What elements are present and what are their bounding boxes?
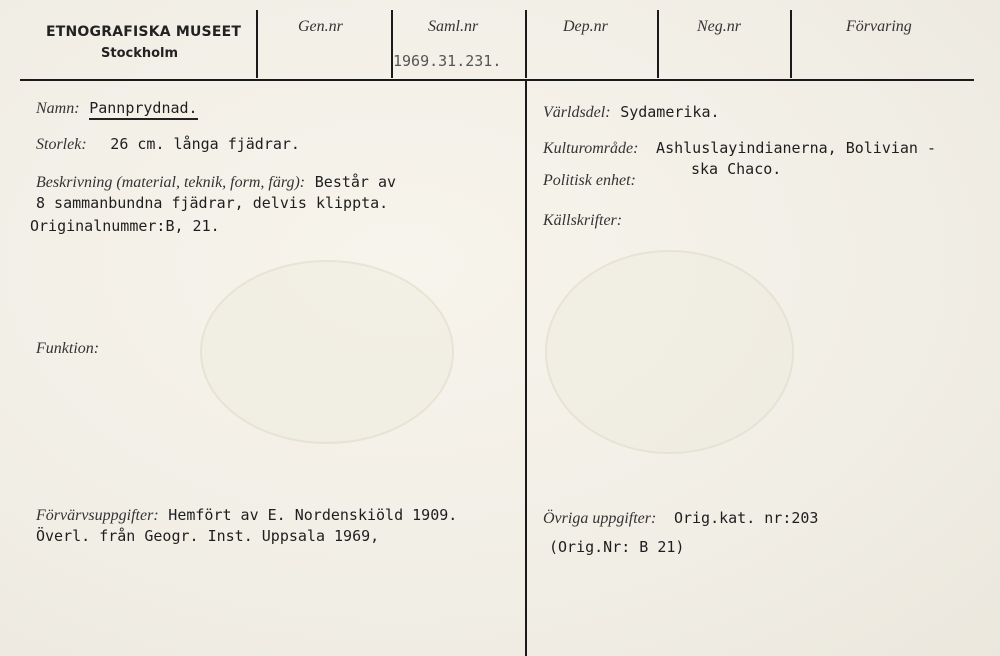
beskrivning-line-2: 8 sammanbundna fjädrar, delvis klippta. — [36, 194, 389, 212]
beskrivning-row — [36, 172, 396, 192]
namn-row — [36, 98, 198, 118]
kulturomrade-row — [543, 138, 936, 158]
kulturomrade-line-1: Ashluslayindianerna, Bolivian - — [656, 139, 937, 157]
divider — [657, 10, 659, 78]
beskrivning-line-3: Originalnummer:B, 21. — [30, 217, 220, 235]
center-divider — [525, 80, 527, 656]
divider — [790, 10, 792, 78]
storlek-value: 26 cm. långa fjädrar. — [110, 135, 300, 153]
divider — [525, 10, 527, 78]
forvarv-line-1: Hemfört av E. Nordenskiöld 1909. — [168, 506, 458, 524]
varldsdel-row — [543, 102, 720, 122]
divider — [256, 10, 258, 78]
beskrivning-line-1: Består av — [314, 173, 397, 191]
ovriga-line-2: (Orig.Nr: B 21) — [549, 538, 685, 556]
forvarv-row — [36, 505, 457, 525]
stain-mark — [545, 250, 794, 454]
neg-nr-label: Neg.nr — [697, 18, 741, 35]
politisk-enhet-label: Politisk enhet: — [543, 172, 636, 189]
museum-city: Stockholm — [101, 46, 179, 61]
saml-nr-value: 1969.31.231. — [393, 52, 502, 70]
storlek-label: Storlek: — [36, 136, 87, 153]
kulturomrade-line-2: ska Chaco. — [691, 160, 782, 178]
storlek-row — [36, 134, 300, 154]
kulturomrade-label: Kulturområde: — [543, 140, 639, 157]
beskrivning-label: Beskrivning (material, teknik, form, färg): — [36, 174, 306, 191]
ovriga-line-1: Orig.kat. nr:203 — [673, 509, 819, 527]
forvaring-label: Förvaring — [846, 18, 912, 35]
kallskrifter-label: Källskrifter: — [543, 212, 623, 229]
ovriga-label: Övriga uppgifter: — [543, 510, 657, 527]
ovriga-row — [543, 508, 818, 528]
forvarv-label: Förvärvsuppgifter: — [36, 507, 159, 524]
saml-nr-label: Saml.nr — [428, 18, 479, 35]
forvarv-line-2: Överl. från Geogr. Inst. Uppsala 1969, — [36, 527, 380, 545]
namn-label: Namn: — [36, 100, 80, 117]
dep-nr-label: Dep.nr — [563, 18, 608, 35]
varldsdel-value: Sydamerika. — [620, 103, 720, 121]
gen-nr-label: Gen.nr — [298, 18, 343, 35]
namn-value: Pannprydnad. — [89, 99, 197, 120]
header-rule — [20, 79, 974, 81]
varldsdel-label: Världsdel: — [543, 104, 611, 121]
funktion-label: Funktion: — [36, 340, 100, 357]
museum-name: ETNOGRAFISKA MUSEET — [46, 24, 242, 40]
stain-mark — [200, 260, 454, 444]
